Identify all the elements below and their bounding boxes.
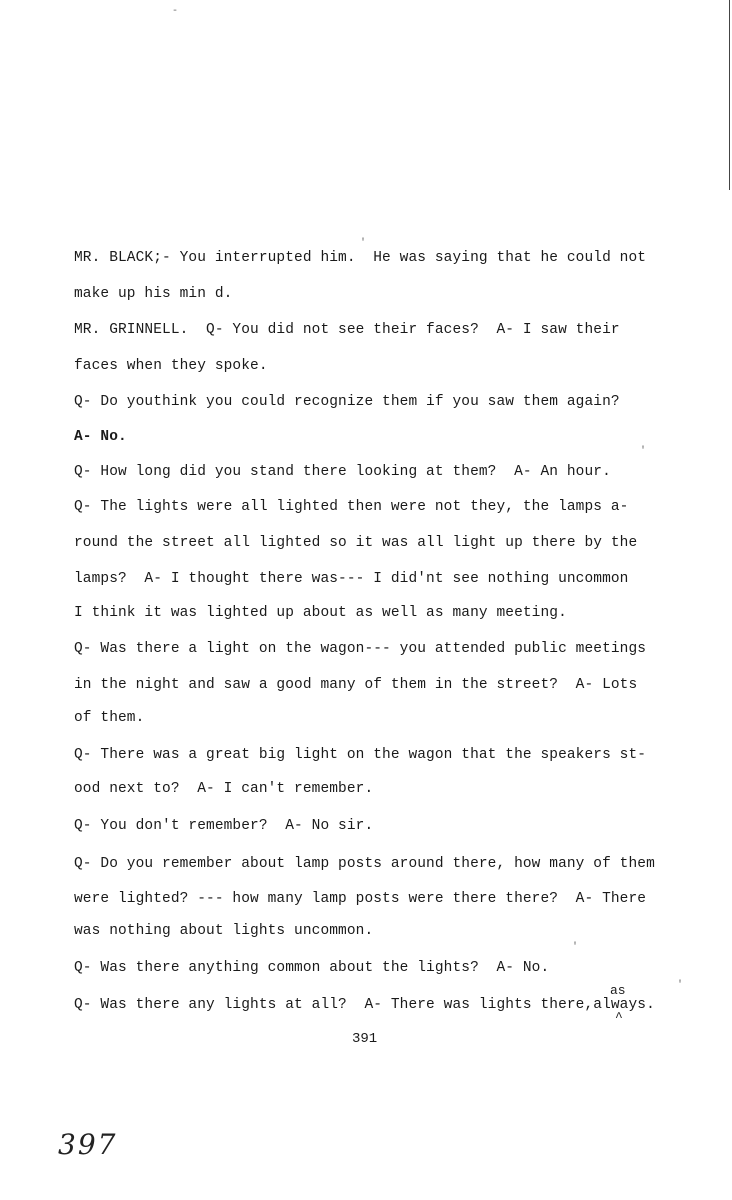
- transcript-line: I think it was lighted up about as well as many meeting.: [74, 605, 567, 621]
- speck-mark: -: [172, 6, 179, 17]
- transcript-line: MR. BLACK;- You interrupted him. He was saying that he could not: [74, 250, 647, 266]
- speck-mark: ': [572, 942, 579, 953]
- transcript-line: make up his min d.: [74, 286, 233, 302]
- insertion-text: as: [610, 983, 626, 998]
- page-number: 391: [352, 1031, 378, 1047]
- transcript-line: MR. GRINNELL. Q- You did not see their faces? A- I saw their: [74, 322, 620, 338]
- speck-mark: ': [640, 446, 647, 457]
- transcript-line: of them.: [74, 710, 145, 726]
- speck-mark: ': [360, 238, 367, 249]
- insertion-caret-icon: ^: [615, 1010, 623, 1025]
- transcript-line: Q- The lights were all lighted then were not they, the lamps a-: [74, 499, 629, 515]
- page-edge-line: [729, 0, 730, 190]
- transcript-line: Q- How long did you stand there looking at them? A- An hour.: [74, 464, 611, 480]
- transcript-line: Q- You don't remember? A- No sir.: [74, 818, 374, 834]
- transcript-line: in the night and saw a good many of them in the street? A- Lots: [74, 677, 638, 693]
- transcript-line: Q- Was there any lights at all? A- There was lights there,always.: [74, 997, 655, 1013]
- speck-mark: ': [677, 980, 684, 991]
- transcript-line: A- No.: [74, 429, 127, 445]
- transcript-line: round the street all lighted so it was all light up there by the: [74, 535, 638, 551]
- transcript-line: Q- Do you remember about lamp posts around there, how many of them: [74, 856, 655, 872]
- transcript-line: were lighted? --- how many lamp posts were there there? A- There: [74, 891, 647, 907]
- transcript-line: faces when they spoke.: [74, 358, 268, 374]
- transcript-line: Q- Was there a light on the wagon--- you attended public meetings: [74, 641, 647, 657]
- transcript-line: Q- Was there anything common about the lights? A- No.: [74, 960, 550, 976]
- transcript-line: was nothing about lights uncommon.: [74, 923, 374, 939]
- transcript-line: ood next to? A- I can't remember.: [74, 781, 374, 797]
- transcript-line: Q- There was a great big light on the wagon that the speakers st-: [74, 747, 647, 763]
- handwritten-number: 397: [58, 1128, 118, 1161]
- transcript-line: Q- Do youthink you could recognize them if you saw them again?: [74, 394, 620, 410]
- transcript-line: lamps? A- I thought there was--- I did'nt see nothing uncommon: [74, 571, 629, 587]
